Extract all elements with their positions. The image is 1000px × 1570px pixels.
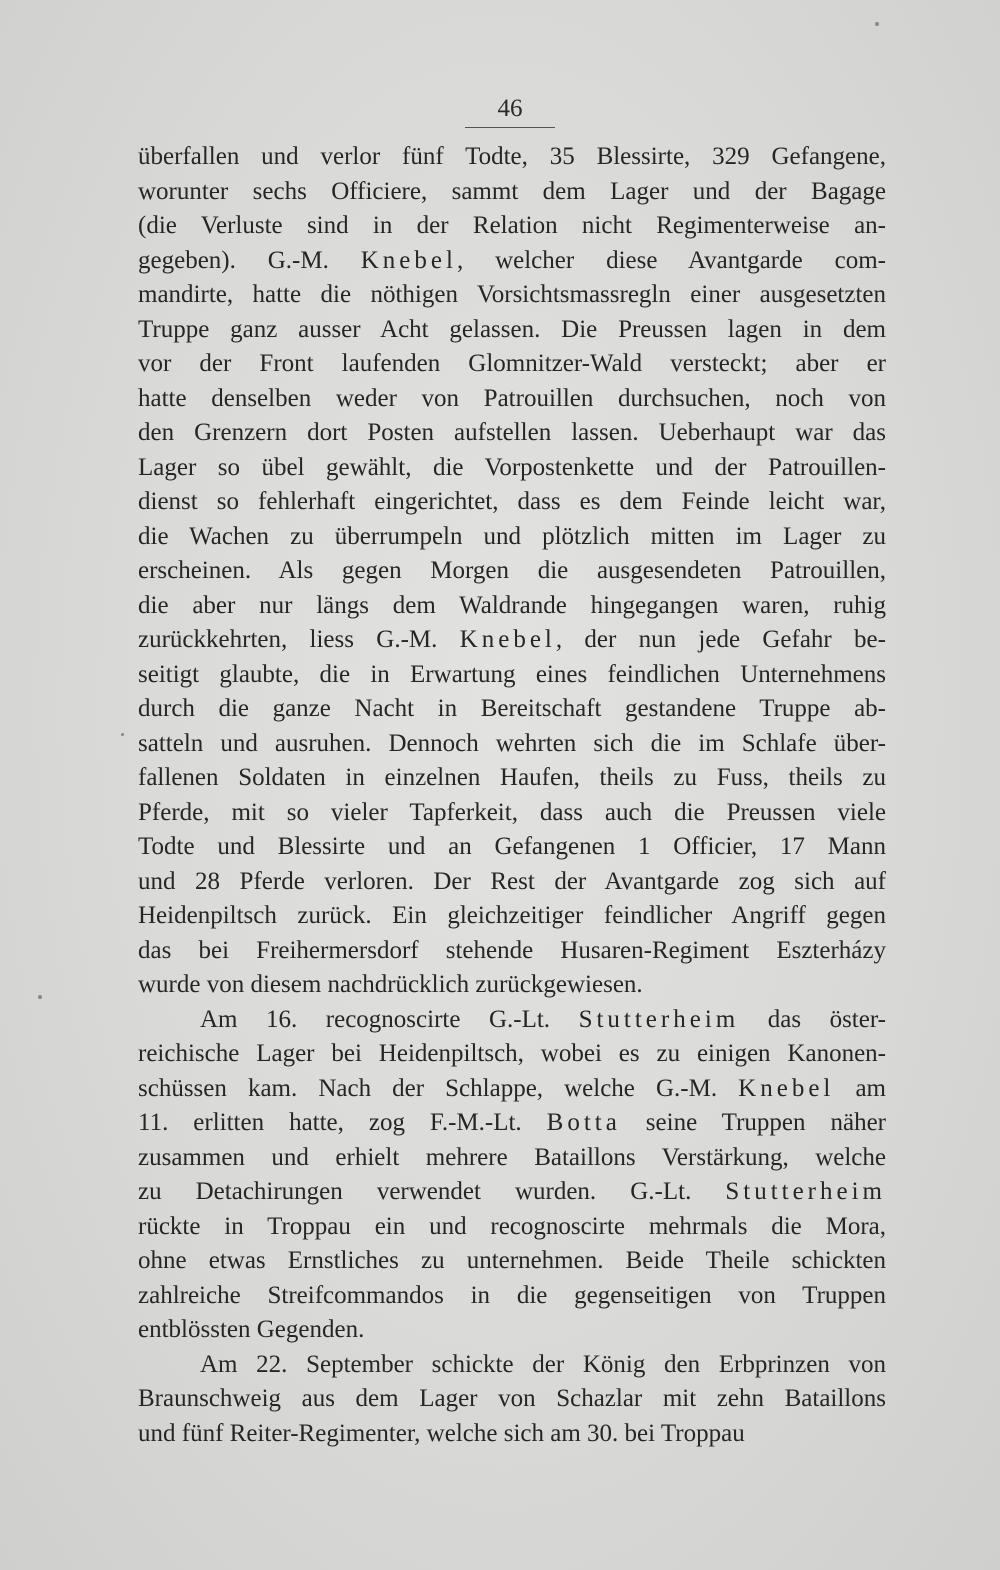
- text-segment: (die Verluste sind in der Relation nicht Regimenterweise an-: [138, 212, 886, 239]
- text-line: [138, 623, 886, 658]
- text-segment: vor der Front laufenden Glomnitzer-Wald versteckt; aber er: [138, 350, 886, 377]
- text-line: [138, 1210, 886, 1245]
- text-segment: zu Detachirungen verwendet wurden. G.-Lt.: [138, 1178, 726, 1205]
- text-line: [138, 1175, 886, 1210]
- paper-speck: [121, 733, 124, 736]
- text-line: [138, 244, 886, 279]
- text-segment: gegeben). G.-M.: [138, 246, 361, 274]
- text-segment: Truppe ganz ausser Acht gelassen. Die Preussen lagen in dem: [138, 315, 886, 343]
- text-line: [138, 692, 886, 727]
- text-segment: Pferde, mit so vieler Tapferkeit, dass auch die Preussen viele: [138, 798, 886, 826]
- text-line: [138, 347, 886, 382]
- header-rule: [465, 127, 555, 128]
- text-segment: reichische Lager bei Heidenpiltsch, wobei es zu einigen Kanonen-: [138, 1040, 886, 1067]
- text-segment: den Grenzern dort Posten aufstellen lassen. Ueberhaupt war das: [138, 419, 886, 446]
- paper-speck: [875, 22, 879, 26]
- text-line: [138, 589, 886, 624]
- text-segment: fallenen Soldaten in einzelnen Haufen, theils zu Fuss, theils zu: [138, 764, 886, 791]
- text-line: [138, 313, 886, 348]
- text-line: [138, 1141, 886, 1176]
- text-segment: schüssen kam. Nach der Schlappe, welche G.-M.: [138, 1074, 739, 1102]
- text-line: [138, 140, 886, 175]
- text-line: [138, 1244, 886, 1279]
- spaced-name: Botta: [546, 1109, 621, 1136]
- text-segment: worunter sechs Officiere, sammt dem Lager und der Bagage: [138, 177, 886, 205]
- text-line: [138, 796, 886, 831]
- spaced-name: Knebel: [360, 246, 457, 274]
- text-segment: Todte und Blessirte und an Gefangenen 1 Officier, 17 Mann: [138, 833, 886, 860]
- text-segment: und 28 Pferde verloren. Der Rest der Avantgarde zog sich auf: [138, 867, 886, 895]
- text-line: [138, 1003, 886, 1038]
- text-segment: seitigt glaubte, die in Erwartung eines feindlichen Unternehmens: [138, 660, 886, 688]
- text-segment: 11. erlitten hatte, zog F.-M.-Lt.: [138, 1109, 547, 1136]
- spaced-name: Stutterheim: [578, 1005, 740, 1033]
- text-line: [138, 761, 886, 796]
- text-segment: wurde von diesem nachdrücklich zurückgewiesen.: [138, 971, 643, 998]
- text-segment: Lager so übel gewählt, die Vorpostenkette und der Patrouillen-: [138, 453, 886, 481]
- paper-speck: [38, 995, 42, 999]
- text-line: [138, 1279, 886, 1314]
- text-line: [138, 727, 886, 762]
- text-line: [138, 382, 886, 417]
- text-segment: dienst so fehlerhaft eingerichtet, dass es dem Feinde leicht war,: [138, 488, 886, 515]
- text-segment: am: [834, 1074, 886, 1102]
- text-segment: rückte in Troppau ein und recognoscirte mehrmals die Mora,: [138, 1212, 886, 1240]
- text-line: [138, 1417, 886, 1452]
- text-line: [138, 899, 886, 934]
- text-line: [138, 934, 886, 969]
- spaced-name: Knebel: [738, 1074, 835, 1102]
- text-segment: seine Truppen näher: [620, 1109, 886, 1136]
- body-text: [138, 140, 886, 1451]
- text-segment: entblössten Gegenden.: [138, 1316, 365, 1343]
- text-segment: erscheinen. Als gegen Morgen die ausgesendeten Patrouillen,: [138, 557, 886, 584]
- text-segment: Heidenpiltsch zurück. Ein gleichzeitiger feindlicher Angriff gegen: [138, 902, 886, 929]
- text-line: [138, 865, 886, 900]
- text-line: [138, 658, 886, 693]
- text-segment: überfallen und verlor fünf Todte, 35 Blessirte, 329 Gefangene,: [138, 143, 886, 170]
- text-segment: und fünf Reiter-Regimenter, welche sich am 30. bei Troppau: [138, 1419, 745, 1447]
- text-segment: Am 22. September schickte der König den Erbprinzen von: [200, 1350, 886, 1378]
- text-segment: zusammen und erhielt mehrere Bataillons Verstärkung, welche: [138, 1143, 886, 1171]
- text-segment: das öster-: [739, 1005, 886, 1033]
- text-line: [138, 1313, 886, 1348]
- text-segment: die aber nur längs dem Waldrande hingegangen waren, ruhig: [138, 591, 886, 619]
- text-line: [138, 1348, 886, 1383]
- text-line: [138, 1072, 886, 1107]
- text-line: [138, 416, 886, 451]
- text-segment: die Wachen zu überrumpeln und plötzlich mitten im Lager zu: [138, 522, 886, 550]
- text-line: [138, 1106, 886, 1141]
- text-line: [138, 451, 886, 486]
- text-segment: durch die ganze Nacht in Bereitschaft gestandene Truppe ab-: [138, 695, 886, 722]
- text-line: [138, 485, 886, 520]
- text-line: [138, 830, 886, 865]
- text-segment: satteln und ausruhen. Dennoch wehrten sich die im Schlafe über-: [138, 729, 886, 757]
- text-segment: zahlreiche Streifcommandos in die gegenseitigen von Truppen: [138, 1281, 886, 1309]
- spaced-name: Knebel: [459, 626, 556, 653]
- spaced-name: Stutterheim: [725, 1178, 886, 1205]
- text-line: [138, 1037, 886, 1072]
- text-segment: Am 16. recognoscirte G.-Lt.: [200, 1005, 579, 1033]
- text-segment: ohne etwas Ernstliches zu unternehmen. Beide Theile schickten: [138, 1247, 886, 1274]
- text-line: [138, 520, 886, 555]
- text-segment: hatte denselben weder von Patrouillen durchsuchen, noch von: [138, 384, 886, 412]
- text-line: [138, 209, 886, 244]
- text-line: [138, 1382, 886, 1417]
- text-segment: zurückkehrten, liess G.-M.: [138, 626, 460, 653]
- text-segment: das bei Freihermersdorf stehende Husaren-Regiment Eszterházy: [138, 936, 886, 964]
- page-number: 46: [497, 95, 523, 122]
- text-line: [138, 968, 886, 1003]
- text-segment: , der nun jede Gefahr be-: [555, 626, 886, 653]
- text-line: [138, 278, 886, 313]
- text-segment: , welcher diese Avantgarde com-: [456, 246, 886, 274]
- text-line: [138, 175, 886, 210]
- text-line: [138, 554, 886, 589]
- text-segment: Braunschweig aus dem Lager von Schazlar mit zehn Bataillons: [138, 1385, 886, 1412]
- text-segment: mandirte, hatte die nöthigen Vorsichtsmassregln einer ausgesetzten: [138, 281, 886, 308]
